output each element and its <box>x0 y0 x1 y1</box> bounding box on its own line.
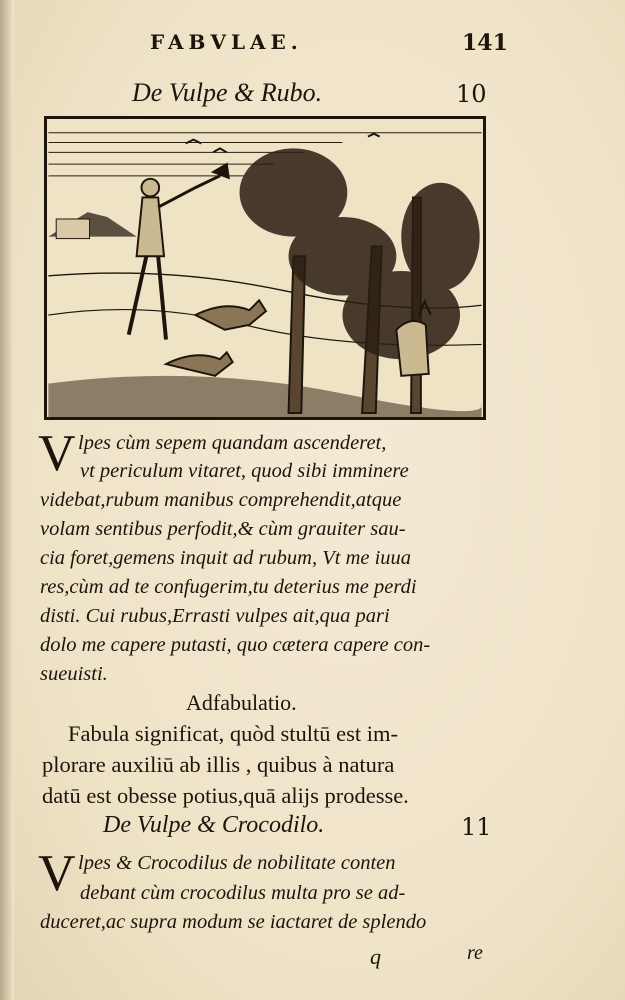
fable-number: 11 <box>461 813 492 841</box>
text-line: duceret,ac supra modum se iactaret de splendo <box>40 911 427 933</box>
fable-title: De Vulpe & Rubo. <box>132 78 323 107</box>
catchword: re <box>467 942 483 964</box>
text-line: debant cùm crocodilus multa pro se ad- <box>80 882 406 904</box>
text-line: videbat,rubum manibus comprehendit,atque <box>40 489 402 511</box>
text-line: vt periculum vitaret, quod sibi imminere <box>80 460 409 482</box>
text-line: disti. Cui rubus,Errasti vulpes ait,qua pari <box>40 605 390 627</box>
page-number: 141 <box>462 30 508 56</box>
page-gutter <box>0 0 14 1000</box>
moral-line: plorare auxiliū ab illis , quibus à natura <box>42 752 395 777</box>
drop-capital: V <box>38 425 76 482</box>
text-line: lpes & Crocodilus de nobilitate conten <box>78 852 396 874</box>
woodcut-illustration <box>44 116 486 420</box>
fable-title: De Vulpe & Crocodilo. <box>103 812 325 838</box>
moral-line: Fabula significat, quòd stultū est im- <box>68 721 398 746</box>
text-line: volam sentibus perfodit,& cùm grauiter sau- <box>40 518 406 540</box>
moral-line: datū est obesse potius,quā alijs prodesse. <box>42 783 409 808</box>
text-line: lpes cùm sepem quandam ascenderet, <box>78 432 387 454</box>
drop-capital: V <box>38 845 76 902</box>
signature-mark: q <box>370 944 381 969</box>
running-head: FABVLAE. <box>150 30 303 54</box>
text-line: res,cùm ad te confugerim,tu deterius me perdi <box>40 576 417 598</box>
text-line: dolo me capere putasti, quo cætera capere con- <box>40 634 431 656</box>
fable-number: 10 <box>456 80 487 108</box>
moral-heading: Adfabulatio. <box>186 690 297 715</box>
text-line: sueuisti. <box>40 663 108 685</box>
woodcut-scene <box>47 119 483 417</box>
text-line: cia foret,gemens inquit ad rubum, Vt me iuua <box>40 547 412 569</box>
